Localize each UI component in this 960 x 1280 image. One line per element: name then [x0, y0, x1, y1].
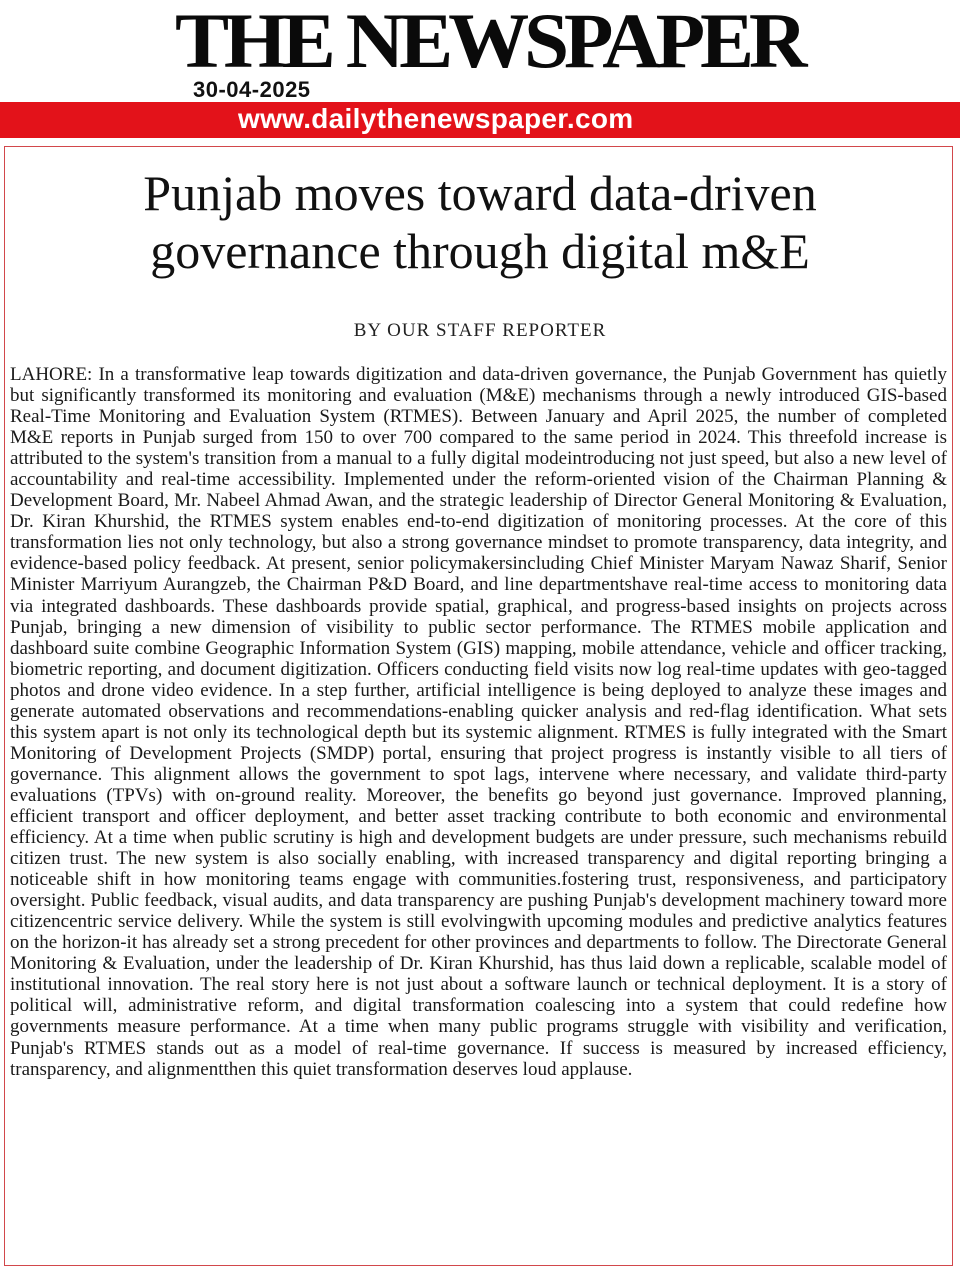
dateline: LAHORE:	[10, 364, 93, 385]
headline-line-2: governance through digital m&E	[150, 223, 810, 279]
byline: BY OUR STAFF REPORTER	[353, 320, 607, 341]
website-url: www.dailythenewspaper.com	[238, 103, 634, 134]
article-headline	[0, 164, 960, 280]
article-body	[10, 364, 947, 1080]
article-body-text: In a transformative leap towards digitization and data-driven governance, the Punjab Government has quietly but significantly transformed its monitoring and evaluation (M&E) mechanisms through a newly introduced GIS-based Real-Time Monitoring and Evaluation System (RTMES). Between January and April 2025, the number of completed M&E reports in Punjab surged from 150 to over 700 compared to the same period in 2024. This threefold increase is attributed to the system's transition from a manual to a fully digital modeintroducing not just speed, but also a new level of accountability and real-time accessibility. Implemented under the reform-oriented vision of the Chairman Planning & Development Board, Mr. Nabeel Ahmad Awan, and the strategic leadership of Director General Monitoring & Evaluation, Dr. Kiran Khurshid, the RTMES system enables end-to-end digitization of monitoring processes. At the core of this transformation lies not only technology, but also a strong governance mindset to promote transparency, data integrity, and evidence-based policy feedback. At present, senior policymakersincluding Chief Minister Maryam Nawaz Sharif, Senior Minister Marriyum Aurangzeb, the Chairman P&D Board, and line departmentshave real-time access to monitoring data via integrated dashboards. These dashboards provide spatial, graphical, and progress-based insights on projects across Punjab, bringing a new dimension of visibility to public sector performance. The RTMES mobile application and dashboard suite combine Geographic Information System (GIS) mapping, mobile attendance, vehicle and officer tracking, biometric reporting, and document digitization. Officers conducting field visits now log real-time updates with geo-tagged photos and drone video evidence. In a step further, artificial intelligence is being deployed to analyze these images and generate automated observations and recommendations-enabling quicker analysis and red-flag identification. What sets this system apart is not only its technological depth but its systemic alignment. RTMES is fully integrated with the Smart Monitoring of Development Projects (SMDP) portal, ensuring that project progress is instantly visible to all tiers of governance. This alignment allows the government to spot lags, intervene where necessary, and validate third-party evaluations (TPVs) with on-ground reality. Moreover, the benefits go beyond just governance. Improved planning, efficient transport and officer deployment, and better asset tracking contribute to both economic and environmental efficiency. At a time when public scrutiny is high and development budgets are under pressure, such mechanisms rebuild citizen trust. The new system is also socially enabling, with increased transparency and digital reporting bringing a noticeable shift in how monitoring teams engage with communities.fostering trust, responsiveness, and participatory oversight. Public feedback, visual audits, and data transparency are pushing Punjab's development machinery toward more citizencentric service delivery. While the system is still evolvingwith upcoming modules and predictive analytics features on the horizon-it has already set a strong precedent for other provinces and departments to follow. The Directorate General Monitoring & Evaluation, under the leadership of Dr. Kiran Khurshid, has thus laid down a replicable, scalable model of institutional innovation. The real story here is not just about a software launch or technical deployment. It is a story of political will, administrative reform, and digital transformation coalescing into a system that could redefine how governments measure performance. At a time when many public programs struggle with visibility and verification, Punjab's RTMES stands out as a model of real-time governance. If success is measured by increased efficiency, transparency, and alignmentthen this quiet transformation deserves loud applause.	[10, 364, 947, 1080]
headline-line-1: Punjab moves toward data-driven	[143, 165, 817, 221]
url-banner	[0, 102, 960, 138]
masthead	[0, 0, 960, 100]
publication-date: 30-04-2025	[193, 77, 311, 102]
newspaper-logo: THE NEWSPAPER	[175, 0, 803, 84]
